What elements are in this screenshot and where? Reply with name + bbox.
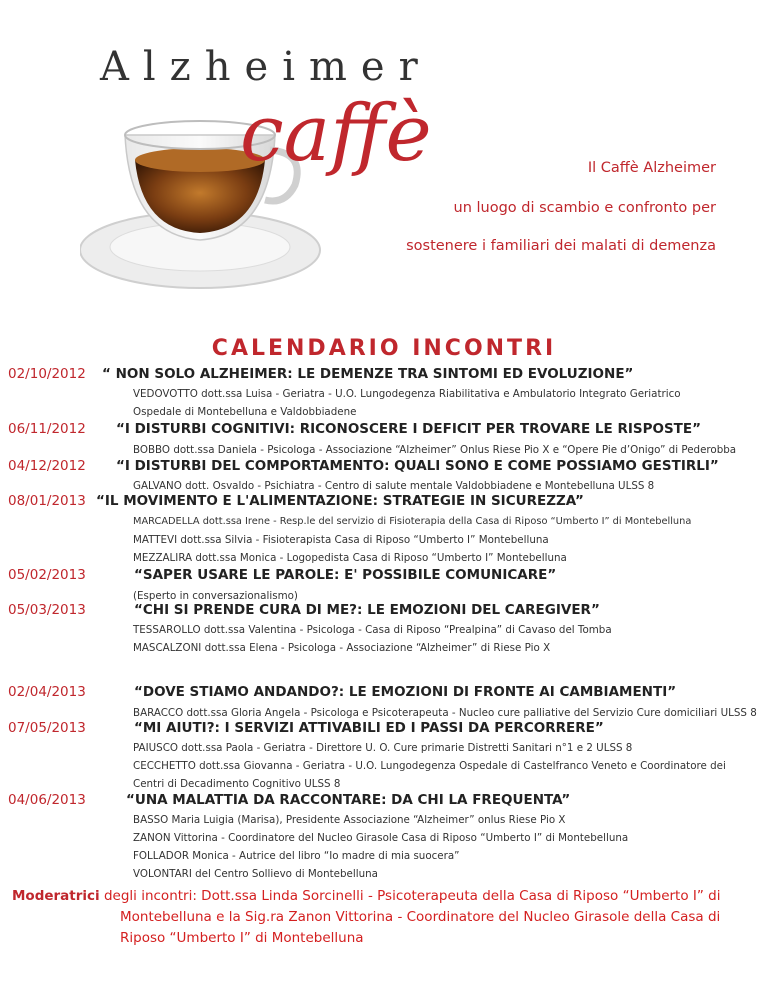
event-speaker: MATTEVI dott.ssa Silvia - Fisioterapista Casa di Riposo “Umberto I” Montebelluna [133,534,549,546]
event-speaker: GALVANO dott. Osvaldo - Psichiatra - Centro di salute mentale Valdobbiadene e Montebelluna ULSS 8 [133,480,655,492]
event-date: 05/02/2013 [8,567,86,583]
event-date: 02/04/2013 [8,684,86,700]
event-title: “SAPER USARE LE PAROLE: E' POSSIBILE COMUNICARE” [134,567,557,583]
event-speaker: VEDOVOTTO dott.ssa Luisa - Geriatra - U.O. Lungodegenza Riabilitativa e Ambulatorio Integrato Geriatrico [133,388,681,400]
event-speaker: ZANON Vittorina - Coordinatore del Nucleo Girasole Casa di Riposo “Umberto I” di Montebelluna [133,832,629,844]
event-speaker: MASCALZONI dott.ssa Elena - Psicologa - Associazione “Alzheimer” di Riese Pio X [133,642,551,654]
event-title: “IL MOVIMENTO E L'ALIMENTAZIONE: STRATEGIE IN SICUREZZA” [96,493,584,509]
tagline-3: sostenere i familiari dei malati di demenza [406,238,716,254]
event-speaker: MEZZALIRA dott.ssa Monica - Logopedista Casa di Riposo “Umberto I” Montebelluna [133,552,567,564]
moderators-line-1: degli incontri: Dott.ssa Linda Sorcinelli - Psicoterapeuta della Casa di Riposo “Umberto I” di [99,888,721,904]
event-title: “MI AIUTI?: I SERVIZI ATTIVABILI ED I PASSI DA PERCORRERE” [134,720,604,736]
event-speaker: Ospedale di Montebelluna e Valdobbiadene [133,406,357,418]
logo-word-caffe: caffè [240,89,432,179]
event-date: 06/11/2012 [8,421,86,437]
event-title: “DOVE STIAMO ANDANDO?: LE EMOZIONI DI FRONTE AI CAMBIAMENTI” [134,684,677,700]
event-date: 07/05/2013 [8,720,86,736]
event-title: “ NON SOLO ALZHEIMER: LE DEMENZE TRA SINTOMI ED EVOLUZIONE” [102,366,634,382]
event-speaker: Centri di Decadimento Cognitivo ULSS 8 [133,778,341,790]
event-title: “I DISTURBI COGNITIVI: RICONOSCERE I DEFICIT PER TROVARE LE RISPOSTE” [116,421,701,437]
tagline-2: un luogo di scambio e confronto per [453,200,716,216]
event-speaker: PAIUSCO dott.ssa Paola - Geriatra - Direttore U. O. Cure primarie Distretti Sanitari n°1 e 2 ULSS 8 [133,742,633,754]
event-speaker: (Esperto in conversazionalismo) [133,590,298,602]
logo-word-alzheimer: Alzheimer [100,44,432,90]
moderators-line-3: Riposo “Umberto I” di Montebelluna [120,930,364,946]
event-date: 05/03/2013 [8,602,86,618]
event-speaker: MARCADELLA dott.ssa Irene - Resp.le del servizio di Fisioterapia della Casa di Riposo “Umberto I” di Montebelluna [133,516,692,527]
event-title: “CHI SI PRENDE CURA DI ME?: LE EMOZIONI DEL CAREGIVER” [134,602,600,618]
event-title: “UNA MALATTIA DA RACCONTARE: DA CHI LA FREQUENTA” [126,792,571,808]
event-speaker: BARACCO dott.ssa Gloria Angela - Psicologa e Psicoterapeuta - Nucleo cure palliative del Servizio Cure domiciliari ULSS 8 [133,707,757,719]
event-speaker: FOLLADOR Monica - Autrice del libro “Io madre di mia suocera” [133,850,460,862]
event-speaker: BASSO Maria Luigia (Marisa), Presidente Associazione “Alzheimer” onlus Riese Pio X [133,814,566,826]
event-speaker: VOLONTARI del Centro Sollievo di Montebelluna [133,868,378,880]
tagline-1: Il Caffè Alzheimer [587,160,716,176]
event-speaker: CECCHETTO dott.ssa Giovanna - Geriatra - U.O. Lungodegenza Ospedale di Castelfranco Veneto e Coordinatore dei [133,760,726,772]
moderators-note [12,886,742,949]
logo [80,35,500,335]
event-speaker: BOBBO dott.ssa Daniela - Psicologa - Associazione “Alzheimer” Onlus Riese Pio X e “Opere Pie d’Onigo” di Pederobba [133,444,737,456]
event-speaker: TESSAROLLO dott.ssa Valentina - Psicologa - Casa di Riposo “Prealpina” di Cavaso del Tomba [133,624,612,636]
moderators-label: Moderatrici [12,888,100,904]
event-date: 04/12/2012 [8,458,86,474]
moderators-line-2: Montebelluna e la Sig.ra Zanon Vittorina - Coordinatore del Nucleo Girasole della Casa di [120,909,721,925]
event-date: 02/10/2012 [8,366,86,382]
event-date: 08/01/2013 [8,493,86,509]
event-date: 04/06/2013 [8,792,86,808]
event-title: “I DISTURBI DEL COMPORTAMENTO: QUALI SONO E COME POSSIAMO GESTIRLI” [116,458,719,474]
calendar-title: CALENDARIO INCONTRI [211,336,557,361]
